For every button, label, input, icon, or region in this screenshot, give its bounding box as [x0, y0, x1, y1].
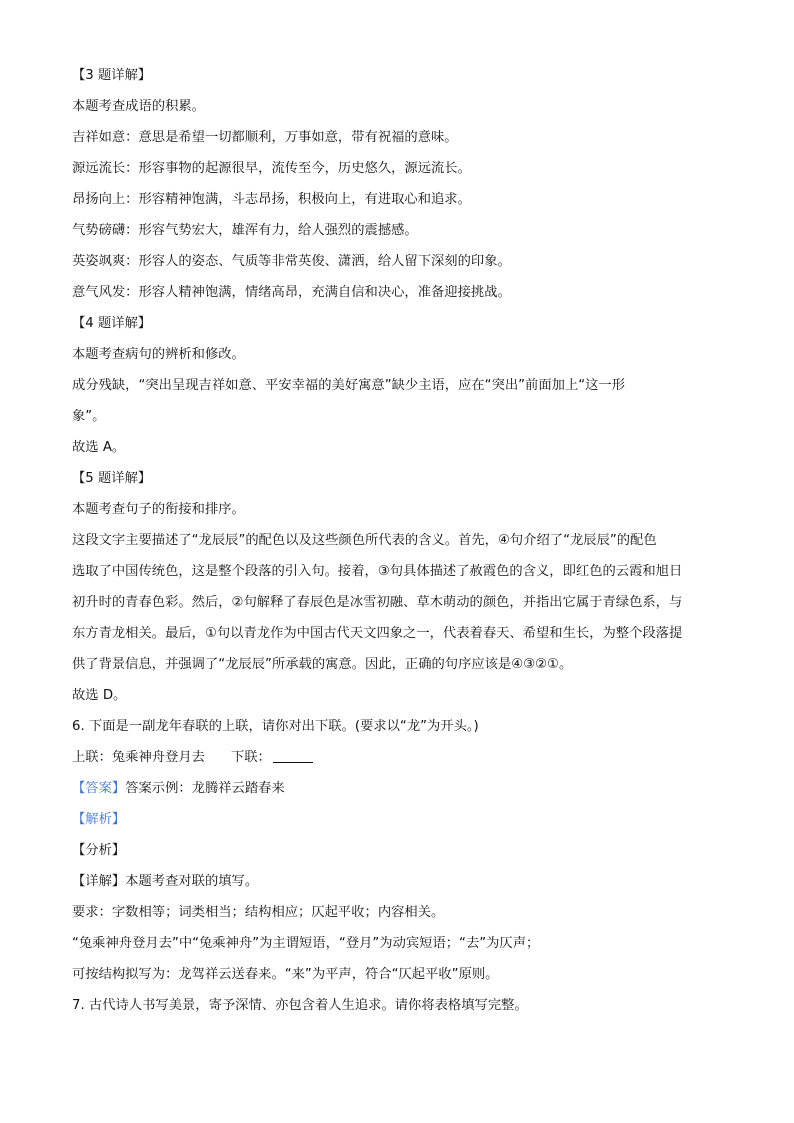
q6-lower: 下联： — [230, 750, 271, 765]
q3-item: 昂扬向上：形容精神饱满，斗志昂扬，积极向上，有进取心和追求。 — [72, 192, 471, 207]
q5-analysis-line: 供了背景信息，并强调了“龙辰辰”所承载的寓意。因此，正确的句序应该是④③②①。 — [72, 657, 573, 672]
analysis-tag: 【解析】 — [72, 812, 126, 827]
q5-analysis-line: 东方青龙相关。最后，①句以青龙作为中国古代天文四象之一，代表着春天、希望和生长，为整个段落提 — [72, 626, 683, 641]
q6-detail: 【详解】本题考查对联的填写。 — [72, 874, 259, 889]
q3-item: 吉祥如意：意思是希望一切都顺利，万事如意，带有祝福的意味。 — [72, 130, 458, 145]
q6-note: 可按结构拟写为：龙驾祥云送春来。“来”为平声，符合“仄起平收”原则。 — [72, 967, 499, 982]
q7-question: 7. 古代诗人书写美景，寄予深情、亦包含着人生追求。请你将表格填写完整。 — [72, 998, 528, 1013]
q3-item: 英姿飒爽：形容人的姿态、气质等非常英俊、潇洒，给人留下深刻的印象。 — [72, 254, 511, 269]
q5-answer: 故选 D。 — [72, 688, 127, 703]
q3-item: 气势磅礴：形容气势宏大，雄浑有力，给人强烈的震撼感。 — [72, 223, 418, 238]
q4-intro: 本题考查病句的辨析和修改。 — [72, 347, 245, 362]
q5-intro: 本题考查句子的衔接和排序。 — [72, 502, 245, 517]
q4-analysis: 象”。 — [72, 409, 106, 424]
q3-item: 意气风发：形容人精神饱满，情绪高昂，充满自信和决心，准备迎接挑战。 — [72, 285, 511, 300]
q3-item: 源远流长：形容事物的起源很早，流传至今，历史悠久，源远流长。 — [72, 161, 471, 176]
q5-analysis-line: 选取了中国传统色，这是整个段落的引入句。接着，③句具体描述了赦霞色的含义，即红色的云霞和旭日 — [72, 564, 683, 579]
document-page — [72, 60, 722, 1021]
q5-analysis-line: 这段文字主要描述了“龙辰辰”的配色以及这些颜色所代表的含义。首先，④句介绍了“龙辰辰”的配色 — [72, 533, 657, 548]
q6-upper: 上联：兔乘神舟登月去 — [72, 750, 205, 765]
answer-text: 答案示例：龙腾祥云踏春来 — [125, 781, 285, 796]
q4-analysis: 成分残缺，“突出呈现吉祥如意、平安幸福的美好寓意”缺少主语，应在“突出”前面加上“这一形 — [72, 378, 626, 393]
q6-note: “兔乘神舟登月去”中“兔乘神舟”为主谓短语，“登月”为动宾短语；“去”为仄声； — [72, 936, 540, 951]
answer-blank — [273, 748, 313, 763]
q6-answer — [72, 773, 722, 804]
q5-analysis-line: 初升时的青春色彩。然后，②句解释了春辰色是冰雪初融、草木萌动的颜色，并指出它属于青绿色系，与 — [72, 595, 683, 610]
q4-header: 【4 题详解】 — [72, 316, 152, 331]
q6-couplet — [72, 742, 722, 773]
answer-tag: 【答案】 — [72, 781, 126, 796]
q6-question: 6. 下面是一副龙年春联的上联，请你对出下联。(要求以“龙”为开头。) — [72, 719, 479, 734]
q6-requirements: 要求：字数相等；词类相当；结构相应；仄起平收；内容相关。 — [72, 905, 445, 920]
q3-intro: 本题考查成语的积累。 — [72, 99, 205, 114]
q5-header: 【5 题详解】 — [72, 471, 152, 486]
fenxi-tag: 【分析】 — [72, 843, 126, 858]
q3-header: 【3 题详解】 — [72, 68, 152, 83]
q4-answer: 故选 A。 — [72, 440, 126, 455]
